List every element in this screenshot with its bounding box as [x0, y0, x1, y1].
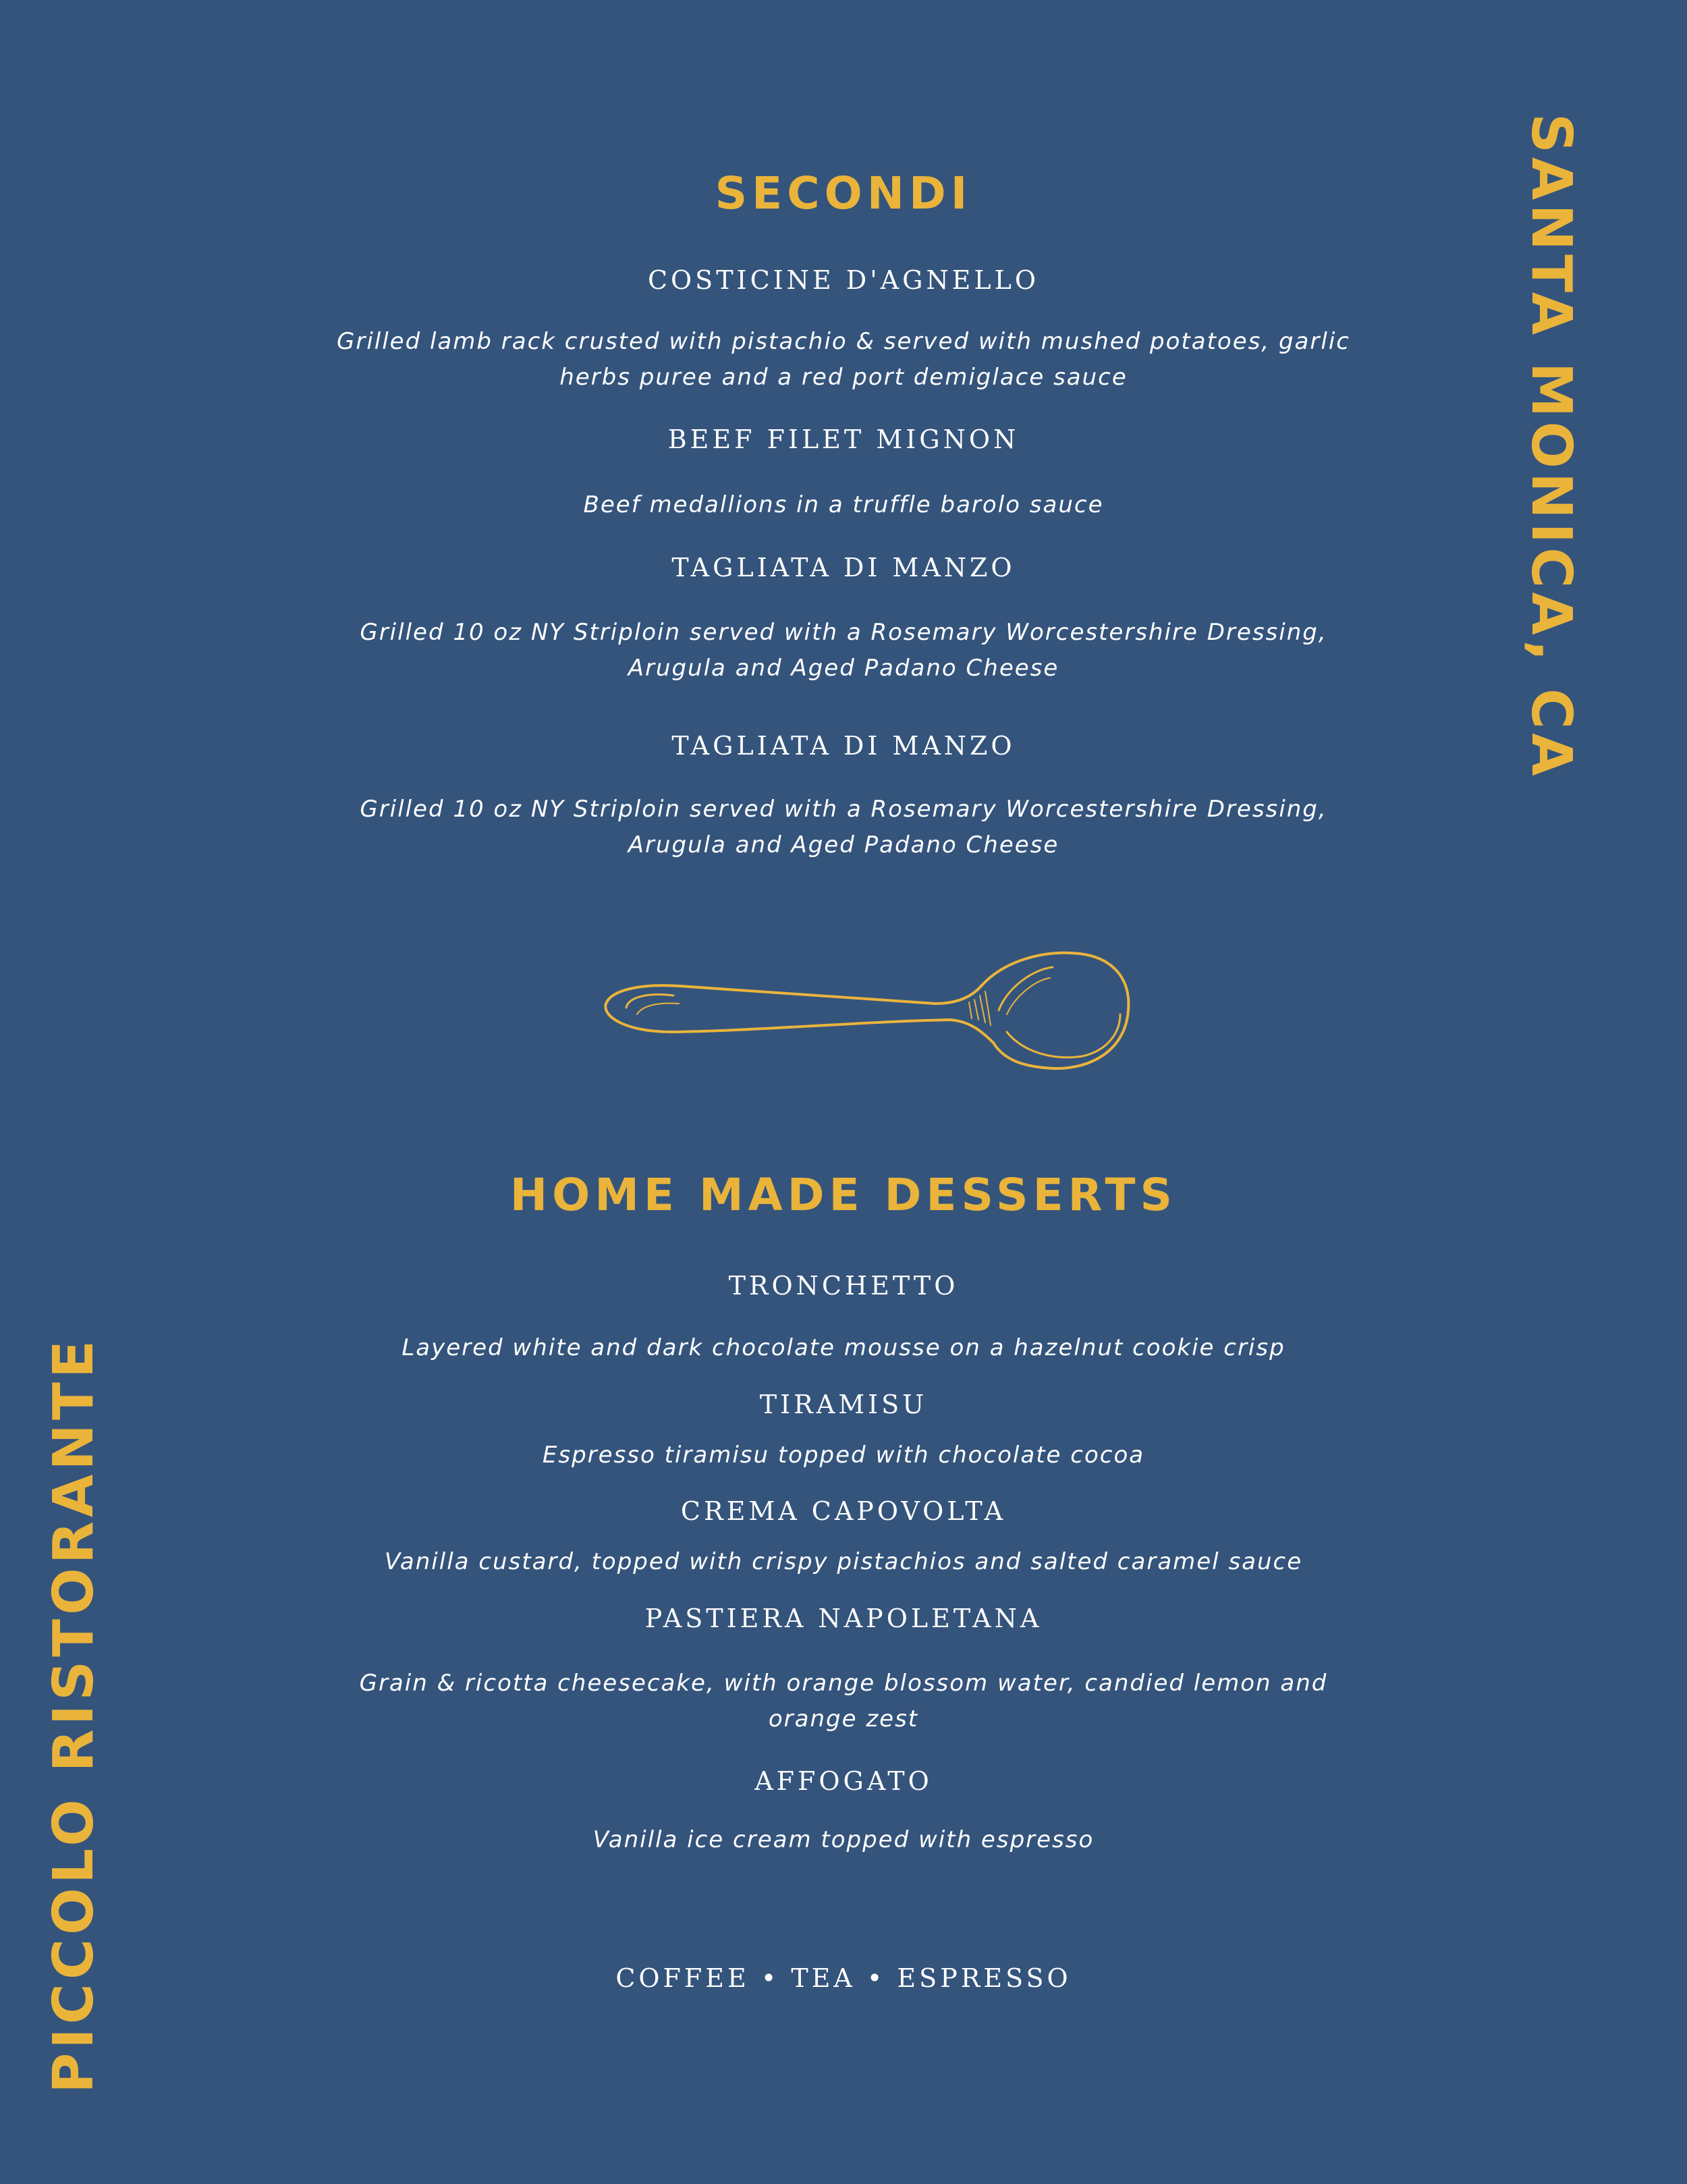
menu-item-name: TAGLIATA DI MANZO: [671, 731, 1016, 761]
menu-item-description: [0, 487, 1687, 523]
section-title-desserts: HOME MADE DESSERTS: [509, 1169, 1178, 1221]
menu-item-name: BEEF FILET MIGNON: [667, 425, 1020, 454]
section-title-secondi: SECONDI: [715, 167, 972, 219]
menu-item-name: CREMA CAPOVOLTA: [680, 1496, 1007, 1526]
menu-item-description: [0, 615, 1687, 686]
description-line: Grain & ricotta cheesecake, with orange blossom water, candied lemon and: [359, 1670, 1328, 1697]
menu-item-description: [0, 1544, 1687, 1580]
description-line: Vanilla custard, topped with crispy pistachios and salted caramel sauce: [384, 1548, 1303, 1575]
menu-item-name: TRONCHETTO: [728, 1271, 959, 1301]
description-line: Vanilla ice cream topped with espresso: [592, 1826, 1095, 1853]
brand-vertical-text: PICCOLO RISTORANTE: [42, 1336, 106, 2094]
menu-item-name: COSTICINE D'AGNELLO: [647, 265, 1040, 295]
description-line: Espresso tiramisu topped with chocolate cocoa: [542, 1442, 1145, 1469]
menu-item-name: PASTIERA NAPOLETANA: [644, 1604, 1043, 1633]
description-line: Layered white and dark chocolate mousse on a hazelnut cookie crisp: [402, 1334, 1285, 1361]
description-line: Beef medallions in a truffle barolo sauce: [583, 491, 1104, 518]
description-line: Grilled 10 oz NY Striploin served with a Rosemary Worcestershire Dressing,: [360, 796, 1327, 823]
description-line: Arugula and Aged Padano Cheese: [628, 831, 1059, 858]
beverages-footer: COFFEE • TEA • ESPRESSO: [615, 1963, 1072, 1993]
menu-item-description: [0, 1666, 1687, 1737]
description-line: herbs puree and a red port demiglace sauce: [559, 364, 1128, 391]
menu-item-name: TIRAMISU: [759, 1390, 928, 1419]
menu-item-description: [0, 792, 1687, 863]
menu-item-name: AFFOGATO: [754, 1766, 933, 1796]
menu-item-description: [0, 324, 1687, 395]
description-line: Grilled lamb rack crusted with pistachio & served with mushed potatoes, garlic: [337, 328, 1350, 355]
menu-item-description: [0, 1330, 1687, 1366]
description-line: Grilled 10 oz NY Striploin served with a Rosemary Worcestershire Dressing,: [360, 619, 1327, 646]
description-line: Arugula and Aged Padano Cheese: [628, 655, 1059, 682]
menu-item-description: [0, 1438, 1687, 1473]
menu-item-description: [0, 1822, 1687, 1858]
description-line: orange zest: [768, 1705, 919, 1732]
location-vertical-text: SANTA MONICA, CA: [1519, 113, 1583, 780]
menu-item-name: TAGLIATA DI MANZO: [671, 553, 1016, 582]
spoon-icon: [599, 948, 1132, 1087]
